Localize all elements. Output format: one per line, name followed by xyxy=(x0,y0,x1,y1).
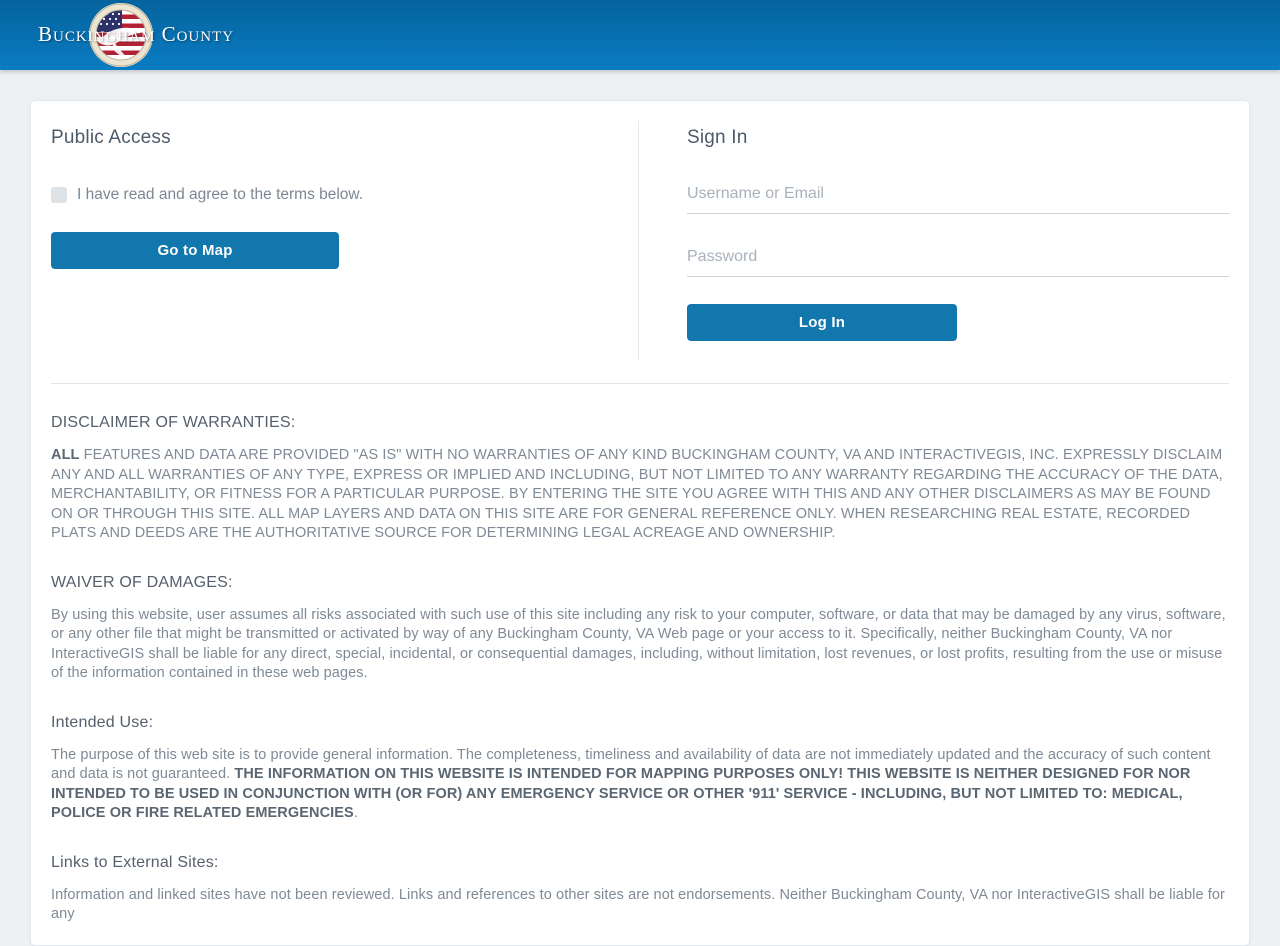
external-links-paragraph: Information and linked sites have not been reviewed. Links and references to other sites are not endorsements. Neither Buckingham County, VA nor InteractiveGIS shall be liable for any xyxy=(51,886,1225,922)
go-to-map-button[interactable]: Go to Map xyxy=(51,232,339,269)
warranties-bold-lead: ALL xyxy=(51,447,80,463)
access-columns xyxy=(51,121,1229,361)
app-header xyxy=(0,0,1280,70)
section-divider xyxy=(51,383,1229,384)
legal-terms xyxy=(51,414,1229,925)
username-input[interactable] xyxy=(687,177,1229,214)
intended-use-tail: . xyxy=(353,805,358,821)
terms-label: I have read and agree to the terms below. xyxy=(77,186,364,203)
warranties-text: FEATURES AND DATA ARE PROVIDED "AS IS" WITH NO WARRANTIES OF ANY KIND BUCKINGHAM COUNTY, VA AND INTERACTIVEGIS, INC. EXPRESSLY DISCLAIM ANY AND ALL WARRANTIES OF ANY TYPE, EXPRESS OR IMPLIED AND INCLUDING, BUT NOT LIMITED TO ANY WARRANTY REGARDING THE ACCURACY OF THE DATA, MERCHANTABILITY, OR FITNESS FOR A PARTICULAR PURPOSE. BY ENTERING THE SITE YOU AGREE WITH THIS AND ANY OTHER DISCLAIMERS AS MAY BE FOUND ON OR THROUGH THIS SITE. ALL MAP LAYERS AND DATA ON THIS SITE ARE FOR GENERAL REFERENCE ONLY. WHEN RESEARCHING REAL ESTATE, RECORDED PLATS AND DEEDS ARE THE AUTHORITATIVE SOURCE FOR DETERMINING LEGAL ACREAGE AND OWNERSHIP. xyxy=(51,447,1223,541)
terms-row xyxy=(51,186,638,204)
terms-checkbox[interactable] xyxy=(51,187,67,203)
warranties-paragraph xyxy=(51,446,1229,544)
login-card xyxy=(30,100,1250,946)
password-input[interactable] xyxy=(687,240,1229,277)
intended-use-heading: Intended Use: xyxy=(51,713,154,731)
header-title: Buckingham County xyxy=(38,22,235,46)
external-links-heading: Links to External Sites: xyxy=(51,853,219,871)
waiver-heading: WAIVER OF DAMAGES: xyxy=(51,573,233,591)
login-button[interactable]: Log In xyxy=(687,304,957,341)
public-access-section xyxy=(51,121,639,361)
intended-use-normal: The purpose of this web site is to provide general information. The completeness, timeliness and availability of data are not immediately updated and the accuracy of such content and data is not guaranteed. xyxy=(51,746,1211,782)
sign-in-heading: Sign In xyxy=(687,127,748,148)
public-access-heading: Public Access xyxy=(51,127,171,148)
intended-use-bold: THE INFORMATION ON THIS WEBSITE IS INTENDED FOR MAPPING PURPOSES ONLY! THIS WEBSITE IS NEITHER DESIGNED FOR NOR INTENDED TO BE USED IN CONJUNCTION WITH (OR FOR) ANY EMERGENCY SERVICE OR OTHER '911' SERVICE - INCLUDING, BUT NOT LIMITED TO: MEDICAL, POLICE OR FIRE RELATED EMERGENCIES xyxy=(51,766,1191,821)
sign-in-section xyxy=(639,121,1229,361)
warranties-heading: DISCLAIMER OF WARRANTIES: xyxy=(51,414,296,431)
waiver-paragraph: By using this website, user assumes all risks associated with such use of this site including any risk to your computer, software, or data that may be damaged by any virus, software, or any other file that might be transmitted or activated by way of any Buckingham County, VA Web page or your access to it. Specifically, neither Buckingham County, VA nor InteractiveGIS shall be liable for any direct, special, incidental, or consequential damages, including, without limitation, lost revenues, or lost profits, resulting from the use or misuse of the information contained in these web pages. xyxy=(51,606,1226,681)
intended-use-paragraph xyxy=(51,746,1229,824)
